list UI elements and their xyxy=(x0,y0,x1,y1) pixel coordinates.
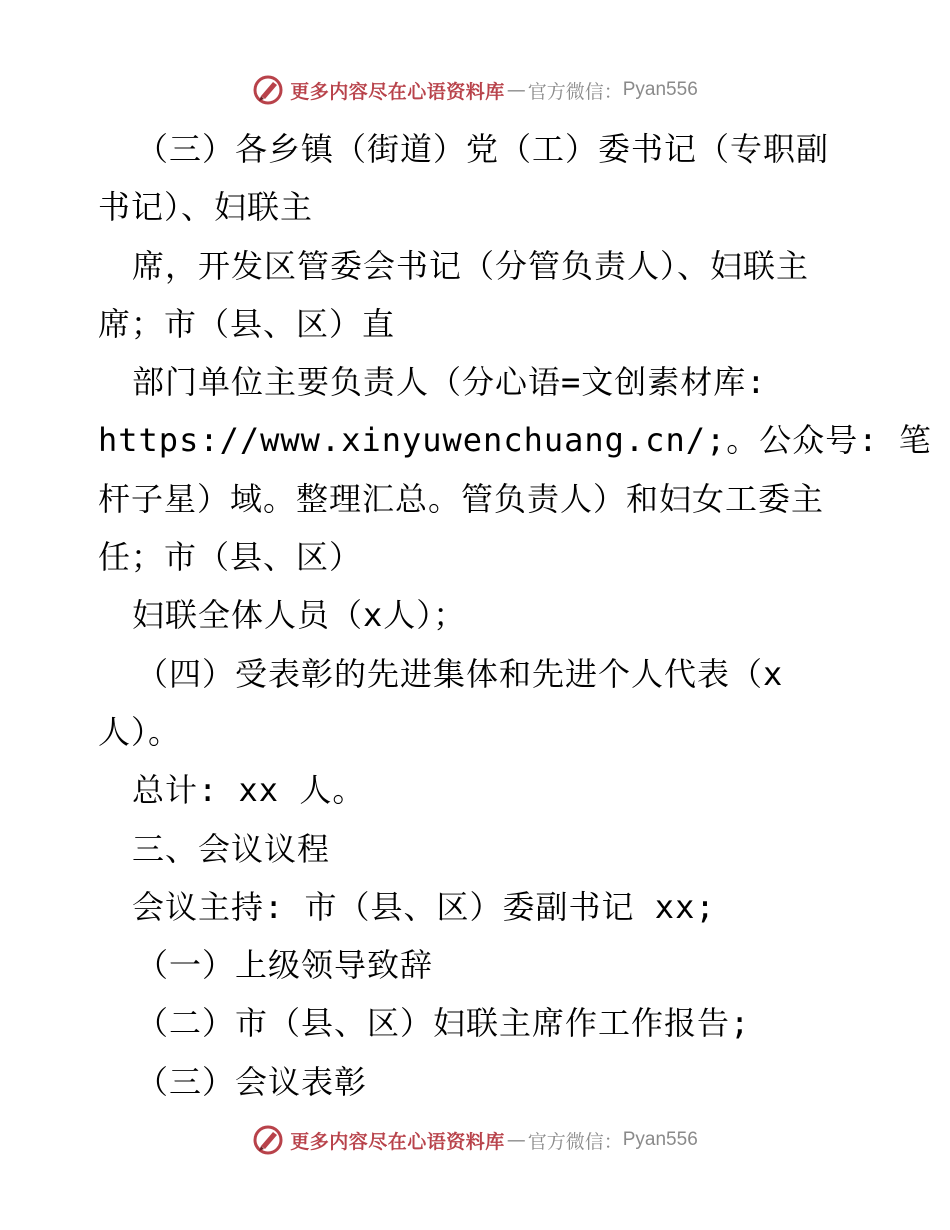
agenda-item: （一）上级领导致辞 xyxy=(136,946,434,985)
body-line: （三）各乡镇（街道）党（工）委书记（专职副 xyxy=(136,130,830,168)
body-line: 部门单位主要负责人（分心语=文创素材库: xyxy=(132,363,767,402)
section-heading: 三、会议议程 xyxy=(132,829,331,868)
banner-separator: — xyxy=(506,1129,526,1151)
body-line: 会议主持: 市（县、区）委副书记 xx; xyxy=(132,887,716,926)
banner-separator: — xyxy=(506,79,526,101)
pen-logo-icon xyxy=(252,74,284,106)
pen-logo-icon xyxy=(252,1124,284,1156)
banner-main-text: 更多内容尽在心语资料库 xyxy=(290,80,505,103)
body-line: https://www.xinyuwenchuang.cn/;。公众号: 笔 xyxy=(98,421,932,460)
body-line: 任；市（县、区） xyxy=(98,538,363,577)
banner-wechat-label: 官方微信： xyxy=(527,80,623,103)
banner-wechat-label: 官方微信： xyxy=(527,1130,623,1153)
body-line: 书记）、妇联主 xyxy=(98,188,314,227)
body-line: （四）受表彰的先进集体和先进个人代表（x xyxy=(136,654,784,693)
agenda-item: （三）会议表彰 xyxy=(136,1062,368,1101)
agenda-item: （二）市（县、区）妇联主席作工作报告; xyxy=(136,1004,751,1043)
footer-banner xyxy=(0,1120,950,1160)
body-line: 总计: xx 人。 xyxy=(132,771,366,810)
body-line: 妇联全体人员（x人）； xyxy=(132,596,467,635)
body-line: 杆子星）域。整理汇总。管负责人）和妇女工委主 xyxy=(98,479,825,518)
header-banner xyxy=(0,70,950,110)
document-body xyxy=(98,120,932,1111)
banner-main-text: 更多内容尽在心语资料库 xyxy=(290,1130,505,1153)
body-line: 席，开发区管委会书记（分管负责人）、妇联主 xyxy=(132,246,810,285)
banner-wechat-id: Pyan556 xyxy=(622,1129,698,1150)
body-line: 席；市（县、区）直 xyxy=(98,304,396,343)
banner-wechat-id: Pyan556 xyxy=(622,79,698,100)
body-line: 人）。 xyxy=(98,712,182,751)
